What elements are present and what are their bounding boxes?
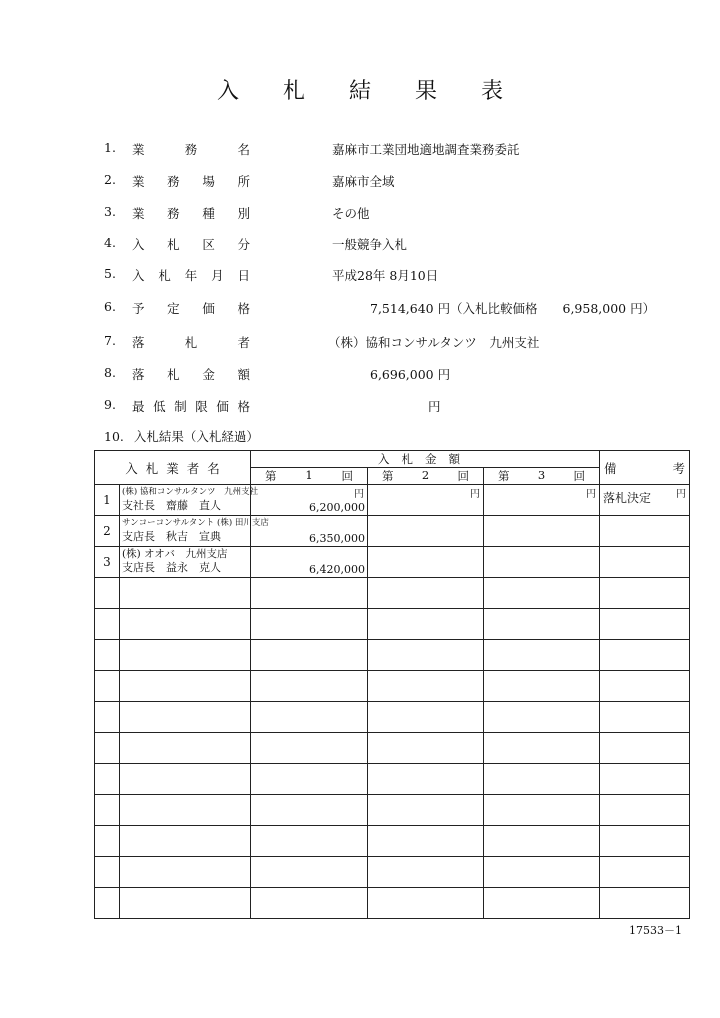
round-3-amount-cell (484, 516, 600, 547)
table-row (95, 795, 690, 826)
item-label: 業 務 名 (132, 142, 250, 157)
bidder-company: サンコーコンサルタント (株) 田川支店 (122, 518, 269, 528)
round-3-amount-cell (484, 547, 600, 578)
bidder-name-cell (120, 857, 251, 888)
bidder-name-cell (120, 578, 251, 609)
item-label: 落 札 金 額 (132, 367, 250, 382)
item-row (0, 204, 720, 224)
yen-unit: 円 (354, 489, 365, 500)
row-number: 1 (95, 485, 120, 516)
bidder-representative: 支店長 益永 克人 (122, 561, 221, 574)
bid-amount: 6,200,000 (309, 501, 366, 514)
header-round-3: 第 3 回 (484, 468, 600, 485)
bidder-representative: 支店長 秋吉 宣典 (122, 530, 221, 543)
bid-amount: 6,420,000 (309, 563, 366, 576)
item-value: 6,696,000 円 (370, 367, 451, 382)
item-value: 嘉麻市工業団地適地調査業務委託 (332, 142, 520, 157)
round-1-amount-cell (251, 547, 368, 578)
item-number: 2. (104, 172, 116, 187)
bidder-representative: 支社長 齋藤 直人 (122, 499, 221, 512)
item-row (0, 172, 720, 192)
yen-unit: 円 (586, 489, 597, 500)
table-row (95, 485, 690, 516)
bidder-name-cell (120, 888, 251, 919)
bidder-name-cell (120, 640, 251, 671)
row-number (95, 733, 120, 764)
bidder-name-cell (120, 733, 251, 764)
bidder-name-cell (120, 702, 251, 733)
round-2-amount-cell (368, 671, 484, 702)
item-label: 業 務 種 別 (132, 206, 250, 221)
round-1-amount-cell (251, 764, 368, 795)
bidder-name-cell (120, 516, 269, 547)
bid-results-table (94, 450, 690, 919)
round-3-amount-cell (484, 609, 600, 640)
section-10-label: 入札結果（入札経過） (133, 429, 259, 444)
table-row (95, 702, 690, 733)
round-2-amount-cell (368, 764, 484, 795)
item-row (0, 235, 720, 255)
round-1-amount-cell (251, 640, 368, 671)
table-row (95, 578, 690, 609)
item-row (0, 397, 720, 417)
round-3-amount-cell (484, 485, 600, 516)
round-3-amount-cell (484, 578, 600, 609)
section-10-number: 10. (104, 429, 124, 444)
round-3-amount-cell (484, 795, 600, 826)
header-round-1: 第 1 回 (251, 468, 368, 485)
round-1-amount-cell (251, 702, 368, 733)
row-number (95, 671, 120, 702)
header-bidder-name: 入札業者名 (95, 451, 251, 485)
bid-amount: 6,350,000 (309, 532, 366, 545)
table-row (95, 733, 690, 764)
row-number (95, 578, 120, 609)
item-number: 3. (104, 204, 116, 219)
item-value: 平成28年 8月10日 (332, 268, 439, 283)
document-number: 17533－1 (629, 924, 682, 937)
item-value: 嘉麻市全域 (332, 174, 395, 189)
item-row (0, 266, 720, 286)
item-number: 5. (104, 266, 116, 281)
item-label: 業 務 場 所 (132, 174, 250, 189)
round-2-amount-cell (368, 857, 484, 888)
item-value: 7,514,640 円 (370, 301, 451, 316)
round-2-amount-cell (368, 609, 484, 640)
row-number (95, 640, 120, 671)
remarks-cell (600, 795, 690, 826)
row-number (95, 795, 120, 826)
item-row (0, 365, 720, 385)
round-1-amount-cell (251, 485, 368, 516)
remarks-cell (600, 547, 690, 578)
row-number (95, 764, 120, 795)
bidder-name-cell (120, 609, 251, 640)
round-1-amount-cell (251, 578, 368, 609)
round-1-amount-cell (251, 857, 368, 888)
remarks-cell (600, 485, 690, 516)
table-row (95, 764, 690, 795)
item-value: （株）協和コンサルタンツ 九州支社 (328, 335, 540, 350)
bidder-name-cell (120, 485, 259, 516)
remarks-cell (600, 578, 690, 609)
round-1-amount-cell (251, 826, 368, 857)
round-2-amount-cell (368, 640, 484, 671)
item-number: 1. (104, 140, 116, 155)
round-2-amount-cell (368, 578, 484, 609)
item-number: 8. (104, 365, 116, 380)
item-number: 4. (104, 235, 116, 250)
item-label: 予 定 価 格 (132, 301, 250, 316)
remarks-cell (600, 888, 690, 919)
table-row (95, 640, 690, 671)
remarks-cell (600, 857, 690, 888)
header-round-2: 第 2 回 (368, 468, 484, 485)
round-3-amount-cell (484, 671, 600, 702)
round-3-amount-cell (484, 764, 600, 795)
item-row (0, 299, 720, 319)
remarks-cell (600, 671, 690, 702)
item-value: その他 (332, 206, 370, 221)
round-1-amount-cell (251, 888, 368, 919)
item-number: 9. (104, 397, 116, 412)
row-number (95, 857, 120, 888)
item-label: 最 低 制 限 価 格 (132, 399, 250, 414)
round-1-amount-cell (251, 795, 368, 826)
round-2-amount-cell (368, 826, 484, 857)
yen-unit: 円 (470, 489, 481, 500)
row-number (95, 609, 120, 640)
row-number: 3 (95, 547, 120, 578)
round-2-amount-cell (368, 516, 484, 547)
remarks-cell (600, 764, 690, 795)
bidder-company: (株) 協和コンサルタンツ 九州支社 (122, 487, 259, 497)
header-remarks: 備 考 (600, 451, 690, 485)
header-bid-amount: 入札金額 (251, 451, 600, 468)
remarks-cell (600, 609, 690, 640)
bidder-name-cell (120, 671, 251, 702)
round-1-amount-cell (251, 671, 368, 702)
item-number: 6. (104, 299, 116, 314)
section-10-heading (104, 427, 269, 445)
round-1-amount-cell (251, 516, 368, 547)
bidder-name-cell (120, 764, 251, 795)
remarks-cell (600, 826, 690, 857)
round-3-amount-cell (484, 733, 600, 764)
row-number: 2 (95, 516, 120, 547)
table-row (95, 516, 690, 547)
remarks-cell (600, 733, 690, 764)
row-number (95, 826, 120, 857)
table-row (95, 547, 690, 578)
remark-text: 落札決定 (603, 491, 652, 505)
item-label: 落 札 者 (132, 335, 250, 350)
bidder-name-cell (120, 826, 251, 857)
bidder-name-cell (120, 547, 251, 578)
table-row (95, 857, 690, 888)
round-2-amount-cell (368, 485, 484, 516)
round-3-amount-cell (484, 857, 600, 888)
bidder-company: (株) オオバ 九州支店 (122, 548, 228, 560)
round-1-amount-cell (251, 733, 368, 764)
item-number: 7. (104, 333, 116, 348)
round-2-amount-cell (368, 795, 484, 826)
table-row (95, 826, 690, 857)
page-title: 入札結果表 (216, 79, 547, 104)
row-number (95, 702, 120, 733)
round-3-amount-cell (484, 888, 600, 919)
table-row (95, 609, 690, 640)
round-2-amount-cell (368, 702, 484, 733)
bidder-name-cell (120, 795, 251, 826)
item-row (0, 333, 720, 353)
round-2-amount-cell (368, 547, 484, 578)
round-2-amount-cell (368, 888, 484, 919)
round-2-amount-cell (368, 733, 484, 764)
yen-unit: 円 (676, 489, 687, 500)
item-value: 円 (428, 399, 441, 414)
round-3-amount-cell (484, 702, 600, 733)
table-row (95, 671, 690, 702)
item-label: 入 札 区 分 (132, 237, 250, 252)
table-row (95, 888, 690, 919)
round-3-amount-cell (484, 640, 600, 671)
remarks-cell (600, 702, 690, 733)
item-value: 一般競争入札 (332, 237, 408, 252)
item-row (0, 140, 720, 160)
item-label: 入 札 年 月 日 (132, 268, 250, 283)
remarks-cell (600, 640, 690, 671)
round-1-amount-cell (251, 609, 368, 640)
item-extra: （入札比較価格 6,958,000 円） (450, 301, 656, 316)
remarks-cell (600, 516, 690, 547)
row-number (95, 888, 120, 919)
round-3-amount-cell (484, 826, 600, 857)
